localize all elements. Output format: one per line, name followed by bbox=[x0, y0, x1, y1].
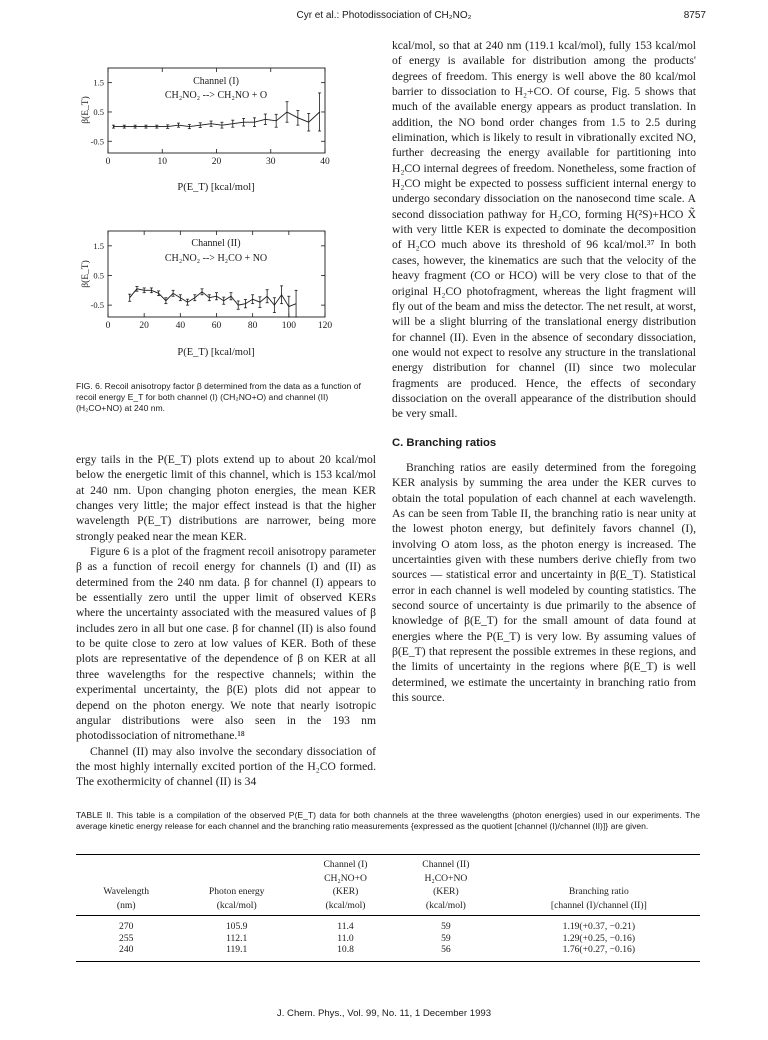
header-branching-ratio bbox=[498, 855, 700, 872]
table-cell: 105.9 bbox=[225, 921, 248, 932]
header-text: (KER) bbox=[433, 886, 459, 897]
table-header-row bbox=[76, 899, 700, 916]
header-wavelength bbox=[76, 855, 176, 872]
table-cell: 112.1 bbox=[226, 932, 248, 944]
header-cell bbox=[76, 899, 176, 916]
table-cell: 240 bbox=[76, 944, 176, 961]
x-tick-label: 40 bbox=[320, 157, 330, 167]
panel2-ylabel: β(E_T) bbox=[81, 260, 91, 288]
header-text: (kcal/mol) bbox=[425, 899, 466, 911]
y-tick-label: 0.5 bbox=[93, 106, 104, 117]
header-channel-1 bbox=[297, 855, 394, 872]
panel2-series bbox=[128, 286, 297, 317]
data-table bbox=[76, 854, 700, 962]
x-tick-label: 30 bbox=[266, 157, 276, 167]
table-row bbox=[76, 944, 700, 961]
table-cell: 59 bbox=[441, 932, 451, 944]
x-tick-label: 0 bbox=[105, 321, 111, 331]
panel2-title-line1: Channel (II) bbox=[191, 238, 241, 249]
header-cell bbox=[394, 885, 498, 899]
section-heading: C. Branching ratios bbox=[392, 436, 497, 449]
header-text: Channel (I) bbox=[323, 859, 368, 870]
header-cell bbox=[176, 872, 297, 886]
table-cell: 10.8 bbox=[297, 944, 394, 961]
header-cell bbox=[297, 872, 394, 886]
chart-panel-channel-2 bbox=[80, 231, 332, 358]
y-tick-label: -0.5 bbox=[90, 300, 104, 311]
header-cell bbox=[176, 899, 297, 916]
figure-caption: FIG. 6. Recoil anisotropy factor β determined from the data as a function of recoil energy E_T for both channel (I) (CH₂NO+O) and channel (II) (H₂CO+NO) at 240 nm. bbox=[76, 381, 361, 414]
panel1-title-line1: Channel (I) bbox=[193, 76, 239, 87]
table-cell: 270 bbox=[119, 921, 134, 932]
header-text: Photon energy bbox=[208, 886, 265, 897]
body-paragraph: Channel (II) may also involve the secondary dissociation of the most highly internally excited portion of the H₂CO formed. The exothermicity of channel (II) is 34 bbox=[76, 744, 376, 789]
x-tick-label: 20 bbox=[139, 321, 149, 331]
table-row bbox=[76, 916, 700, 933]
table-cell: 11.0 bbox=[337, 932, 354, 944]
table-header-row bbox=[76, 885, 700, 899]
running-title: Cyr et al.: Photodissociation of CH₂NO₂ bbox=[296, 10, 472, 21]
y-tick-label: -0.5 bbox=[90, 136, 104, 147]
y-tick-label: 1.5 bbox=[93, 240, 104, 251]
header-text: (nm) bbox=[116, 899, 136, 911]
panel1-xlabel: P(E_T) [kcal/mol] bbox=[177, 182, 255, 193]
header-cell bbox=[297, 885, 394, 899]
x-tick-label: 120 bbox=[317, 321, 333, 331]
panel2-title-line2: CH₂NO₂ --> H₂CO + NO bbox=[164, 253, 268, 264]
header-cell bbox=[498, 885, 700, 899]
x-tick-label: 10 bbox=[157, 157, 167, 167]
body-paragraph: Branching ratios are easily determined from the foregoing KER analysis by summing the area under the KER curves to obtain the total population of each channel at each wavelength. As can be seen from Table II, the branching ratio is near unity at the lowest photon energy, but definitely favors channel (I), involving O atom loss, as the photon energy is increased. The uncertainties given with these numbers derive chiefly from two sources — statistical error and uncertainty in β(E_T). Statistical error in each channel is well modeled by counting statistics. The second source of uncertainty is due primarily to the absence of knowledge of β(E_T) for the small amount of data found at energies where the P(E_T) is very low. By assuming values of β(E_T) that represent the possible extremes in these regions, and the limits of uncertainty in the regions where β(E_T) is well determined, we estimate the uncertainty in branching ratio from this source. bbox=[392, 460, 696, 705]
table-row bbox=[76, 933, 700, 945]
y-tick-label: 0.5 bbox=[93, 270, 104, 281]
header-cell bbox=[498, 899, 700, 916]
body-paragraph: Figure 6 is a plot of the fragment recoil anisotropy parameter β as a function of recoil energy for channels (I) and (II) as determined from the 240 nm data. β for channel (I) appears to be essentially zero until the upper limit of observed KERs where the uncertainty associated with the measured values of β includes zero in all but one case. β for channel (II) is also found to be quite close to zero at low values of KER. Both of these plots are representative of the dependence of β on KER at all three wavelengths for the respective channels; within the experimental uncertainty, the β(E) plots did not appear to depend on the photon energy. We note that nearly isotropic angular distributions were also seen in the 193 nm photodissociation of nitromethane.¹⁸ bbox=[76, 545, 376, 743]
header-photon-energy bbox=[176, 855, 297, 872]
series-line bbox=[130, 289, 296, 307]
header-text: CH₂NO+O bbox=[324, 872, 367, 884]
table-cell: 56 bbox=[394, 944, 498, 961]
header-text: [channel (I)/channel (II)] bbox=[550, 899, 647, 911]
table-cell: 11.4 bbox=[337, 921, 354, 932]
header-cell bbox=[76, 885, 176, 899]
chart-panel-channel-1 bbox=[80, 68, 330, 193]
journal-footer: J. Chem. Phys., Vol. 99, No. 11, 1 December 1993 bbox=[276, 1008, 492, 1019]
header-channel-2 bbox=[394, 855, 498, 872]
header-text: Channel (II) bbox=[422, 859, 470, 870]
header-cell bbox=[498, 872, 700, 886]
x-tick-label: 60 bbox=[211, 321, 222, 331]
table-cell: 119.1 bbox=[176, 944, 297, 961]
panel2-xlabel: P(E_T) [kcal/mol] bbox=[177, 347, 255, 358]
x-tick-label: 80 bbox=[247, 321, 258, 331]
table-cell: 255 bbox=[119, 932, 134, 944]
header-text: (kcal/mol) bbox=[325, 899, 366, 911]
right-column bbox=[392, 38, 696, 705]
table-header-row bbox=[76, 872, 700, 886]
page-header bbox=[0, 8, 768, 26]
panel1-title-line2: CH₂NO₂ --> CH₂NO + O bbox=[164, 90, 268, 101]
table-cell: 1.76(+0.27, −0.16) bbox=[498, 944, 700, 961]
left-column bbox=[76, 452, 376, 790]
table-header-row bbox=[76, 855, 700, 872]
header-cell bbox=[394, 872, 498, 886]
series-line bbox=[113, 112, 319, 127]
panel1-ylabel: β(E_T) bbox=[81, 96, 91, 124]
table-cell: 1.29(+0.25, −0.16) bbox=[562, 932, 636, 944]
x-tick-label: 100 bbox=[281, 321, 296, 331]
page-number: 8757 bbox=[683, 10, 706, 21]
table-caption: TABLE II. This table is a compilation of the observed P(E_T) data for both channels at the three wavelengths (photon energies) used in our experiments. The average kinetic energy release for each channel and the branching ratio measurements {expressed as the quotient [channel (I)/channel (II)]} are given. bbox=[76, 810, 700, 832]
figure-6 bbox=[76, 48, 376, 373]
y-tick-label: 1.5 bbox=[93, 77, 104, 88]
header-cell bbox=[76, 872, 176, 886]
table-cell: 1.19(+0.37, −0.21) bbox=[562, 921, 636, 932]
header-text: (KER) bbox=[332, 886, 359, 897]
x-tick-label: 20 bbox=[211, 157, 222, 167]
table-cell: 59 bbox=[441, 921, 451, 932]
header-text: Branching ratio bbox=[568, 886, 629, 897]
header-cell bbox=[176, 885, 297, 899]
x-tick-label: 0 bbox=[105, 157, 111, 167]
header-text: Wavelength bbox=[103, 886, 149, 897]
header-cell bbox=[297, 899, 394, 916]
header-text: (kcal/mol) bbox=[216, 899, 257, 911]
body-paragraph: kcal/mol, so that at 240 nm (119.1 kcal/mol), fully 153 kcal/mol of energy is available for distribution among the products' degrees of freedom. This energy is well above the 80 kcal/mol barrier to dissociation to H₂+CO. Of course, Fig. 5 shows that much of the available energy appears as product translation. In addition, the NO bond order changes from 1.5 to 2.5 during elimination, which is likely to result in vibrationally excited NO, further decreasing the energy available for partitioning into H₂CO internal degrees of freedom. Nonetheless, some fraction of H₂CO might be expected to possess sufficient internal energy to undergo secondary dissociation on the nanosecond time scale. A second dissociation pathway for H₂CO, forming H(²S)+HCO X̃ with very little KER is expected to dominate the decomposition of H₂CO much above its threshold of 96 kcal/mol.³⁷ In both cases, however, the kinematics are such that the velocity of the heavy fragment (CO or HCO) will be very close to that of the original H₂CO photofragment, whereas the light fragment will fly out of the beam and miss the detector. The net result, at worst, will be a slight blurring of the translational energy distribution for channel (II). Even in the absence of secondary dissociation, one would not expect to resolve any structure in the translational energy distribution for channel (II) since two molecular fragments are produced. Hence, the effects of secondary dissociation on the overall appearance of the distribution should be very small. bbox=[392, 39, 696, 421]
x-tick-label: 40 bbox=[175, 321, 186, 331]
body-paragraph: ergy tails in the P(E_T) plots extend up to about 20 kcal/mol below the energetic limit of this channel, which is 153 kcal/mol at 240 nm. Upon changing photon energies, the mean KER changes very little; the major effect instead is that the higher wavelength P(E_T) distributions are narrower, being more strongly peaked near the mean KER. bbox=[76, 453, 376, 543]
header-cell bbox=[394, 899, 498, 916]
header-text: H₂CO+NO bbox=[424, 872, 468, 884]
